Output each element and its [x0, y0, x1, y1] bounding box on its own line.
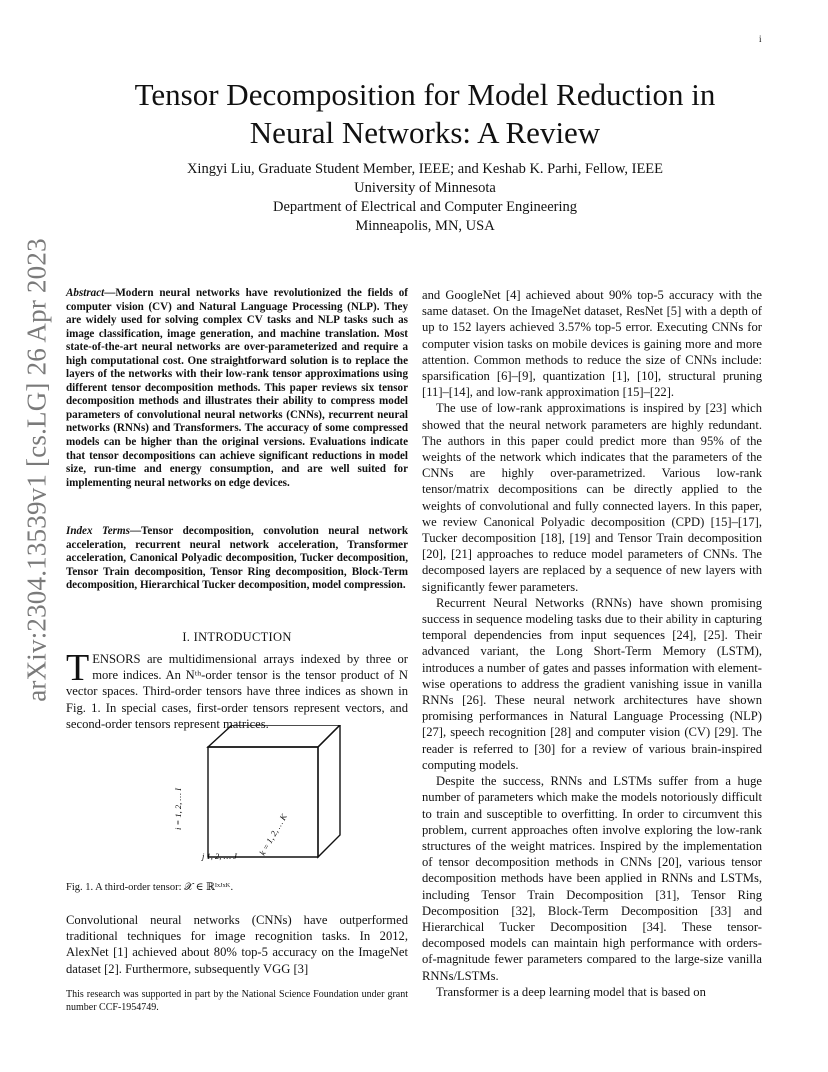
intro-dropcap: T — [66, 647, 90, 689]
tensor-figure — [150, 725, 350, 865]
figure-label-k: k = 1, 2, … K — [257, 812, 289, 857]
right-paragraph-1: and GoogleNet [4] achieved about 90% top-5 accuracy with the same dataset. On the ImageNet dataset, ResNet [5] with a depth of up to 152 layers achieved 3.57% top-5 error. Executing CNNs for computer vision tasks on mobile devices is gaining more and more attention. Common methods to reduce the size of CNNs include: sparsification [6]–[9], quantization [1], [10], structural pruning [11]–[14], and low-rank approximation [15]–[22]. — [422, 288, 762, 400]
figure-caption: Fig. 1. A third-order tensor: 𝒳 ∈ ℝᴵˣᴶˣᴷ. — [66, 882, 234, 893]
footnote: This research was supported in part by the National Science Foundation under grant number CCF-1954749. — [66, 989, 408, 1013]
author-line: Xingyi Liu, Graduate Student Member, IEEE; and Keshab K. Parhi, Fellow, IEEE — [186, 161, 664, 177]
cube-side — [318, 725, 340, 857]
page-number: i — [759, 34, 762, 44]
figure-label-i: i = 1, 2, … I — [173, 788, 183, 830]
index-terms-text: —Tensor decomposition, convolution neural network acceleration, recurrent neural network acceleration, Transformer acceleration, Canonical Polyadic decomposition, Tucker decomposition, Tensor Train decomposition, Tensor Ring decomposition, Block-Term decomposition, Hierarchical Tucker decomposition, model compression. — [66, 525, 408, 592]
intro-paragraph — [66, 647, 408, 732]
paper-title — [60, 76, 790, 152]
right-paragraph-2: The use of low-rank approximations is inspired by [23] which showed that the neural network parameters are highly redundant. The authors in this paper could predict more than 95% of the weights of the network which indicates that the parameters of the CNNs are highly over-parametrized. Various low-rank tensor/matrix decompositions can be directly applied to the weights of convolutional and fully connected layers. In this paper, we review Canonical Polyadic decomposition (CPD) [15]–[17], Tucker decomposition [18], [19] and Tensor Train decomposition [20], [21] approaches to reduce model parameters of CNNs. The decomposed layers are replaced by a sequence of new layers with significantly fewer parameters. — [422, 401, 762, 594]
abstract — [66, 287, 408, 490]
abstract-text: —Modern neural networks have revolutionized the fields of computer vision (CV) and Natural Language Processing (NLP). They are widely used for solving complex CV tasks and NLP tasks such as image classification, image generation, and machine translation. Most state-of-the-art neural networks are over-parameterized and require a high computational cost. One straightforward solution is to replace the layers of the networks with their low-rank tensor approximations using different tensor decomposition methods. This paper reviews six tensor decomposition methods and illustrates their ability to compress model parameters of convolutional neural networks (CNNs), recurrent neural networks (RNNs) and Transformers. The accuracy of some compressed models can be higher than the original versions. Evaluations indicate that tensor decompositions can achieve significant reductions in model size, run-time and energy consumption, and are well suited for implementing neural networks on edge devices. — [66, 287, 408, 489]
section-heading-introduction: I. INTRODUCTION — [182, 630, 292, 644]
title-line-1: Tensor Decomposition for Model Reduction in — [134, 77, 716, 112]
abstract-label: Abstract — [66, 287, 105, 299]
author-block — [60, 160, 790, 236]
affiliation-location: Minneapolis, MN, USA — [355, 218, 495, 234]
intro-text: ENSORS are multidimensional arrays indexed by three or more indices. An Nᵗʰ-order tensor is the tensor product of N vector spaces. Third-order tensors have three indices as shown in Fig. 1. In special cases, first-order tensors represent vectors, and second-order tensors represent matrices. — [66, 652, 408, 731]
right-paragraph-4: Despite the success, RNNs and LSTMs suffer from a huge number of parameters which make the models notoriously difficult to train and susceptible to overfitting. In order to circumvent this problem, current approaches often involve exploring the low-rank structures of the weight matrices. Inspired by the implementation of tensor decomposition methods in CNNs [20], various tensor decomposition methods have been applied in RNNs and LSTMs, including Tensor Train Decomposition [31], Tensor Ring Decomposition [32], Block-Term Decomposition [33] and Hierarchical Tucker Decomposition [34]. These tensor-decomposed models can maintain high performance with orders-of-magnitude fewer parameters compared to the large-size vanilla RNNs/LSTMs. — [422, 774, 762, 983]
right-column — [422, 287, 762, 1000]
cnn-paragraph: Convolutional neural networks (CNNs) have outperformed traditional techniques for image recognition tasks. In 2012, AlexNet [1] achieved about 80% top-5 accuracy on the ImageNet dataset [2]. Furthermore, subsequently VGG [3] — [66, 913, 408, 976]
index-terms — [66, 525, 408, 593]
affiliation-university: University of Minnesota — [354, 180, 496, 196]
right-paragraph-3: Recurrent Neural Networks (RNNs) have shown promising success in sequence modeling tasks due to their ability in capturing temporal dependencies from input sequences [24], [25]. Their advanced variant, the Long Short-Term Memory (LSTM), introduces a number of gates and passes information with element-wise operations to address the gradient vanishing issue in vanilla RNNs [26]. These neural network architectures have shown promising performances in Natural Language Processing (NLP) [27], speech recognition [28] and computer vision (CV) [29]. The reader is referred to [30] for a review of various brain-inspired computing models. — [422, 595, 762, 772]
index-terms-label: Index Terms — [66, 525, 130, 537]
title-line-2: Neural Networks: A Review — [249, 115, 601, 150]
figure-label-j: j 1, 2, … J — [202, 851, 237, 861]
arxiv-identifier-text: arXiv:2304.13539v1 [cs.LG] 26 Apr 2023 — [21, 238, 52, 702]
right-paragraph-5: Transformer is a deep learning model that is based on — [436, 984, 706, 999]
cube-top — [208, 725, 340, 747]
affiliation-department: Department of Electrical and Computer Engineering — [273, 199, 577, 215]
